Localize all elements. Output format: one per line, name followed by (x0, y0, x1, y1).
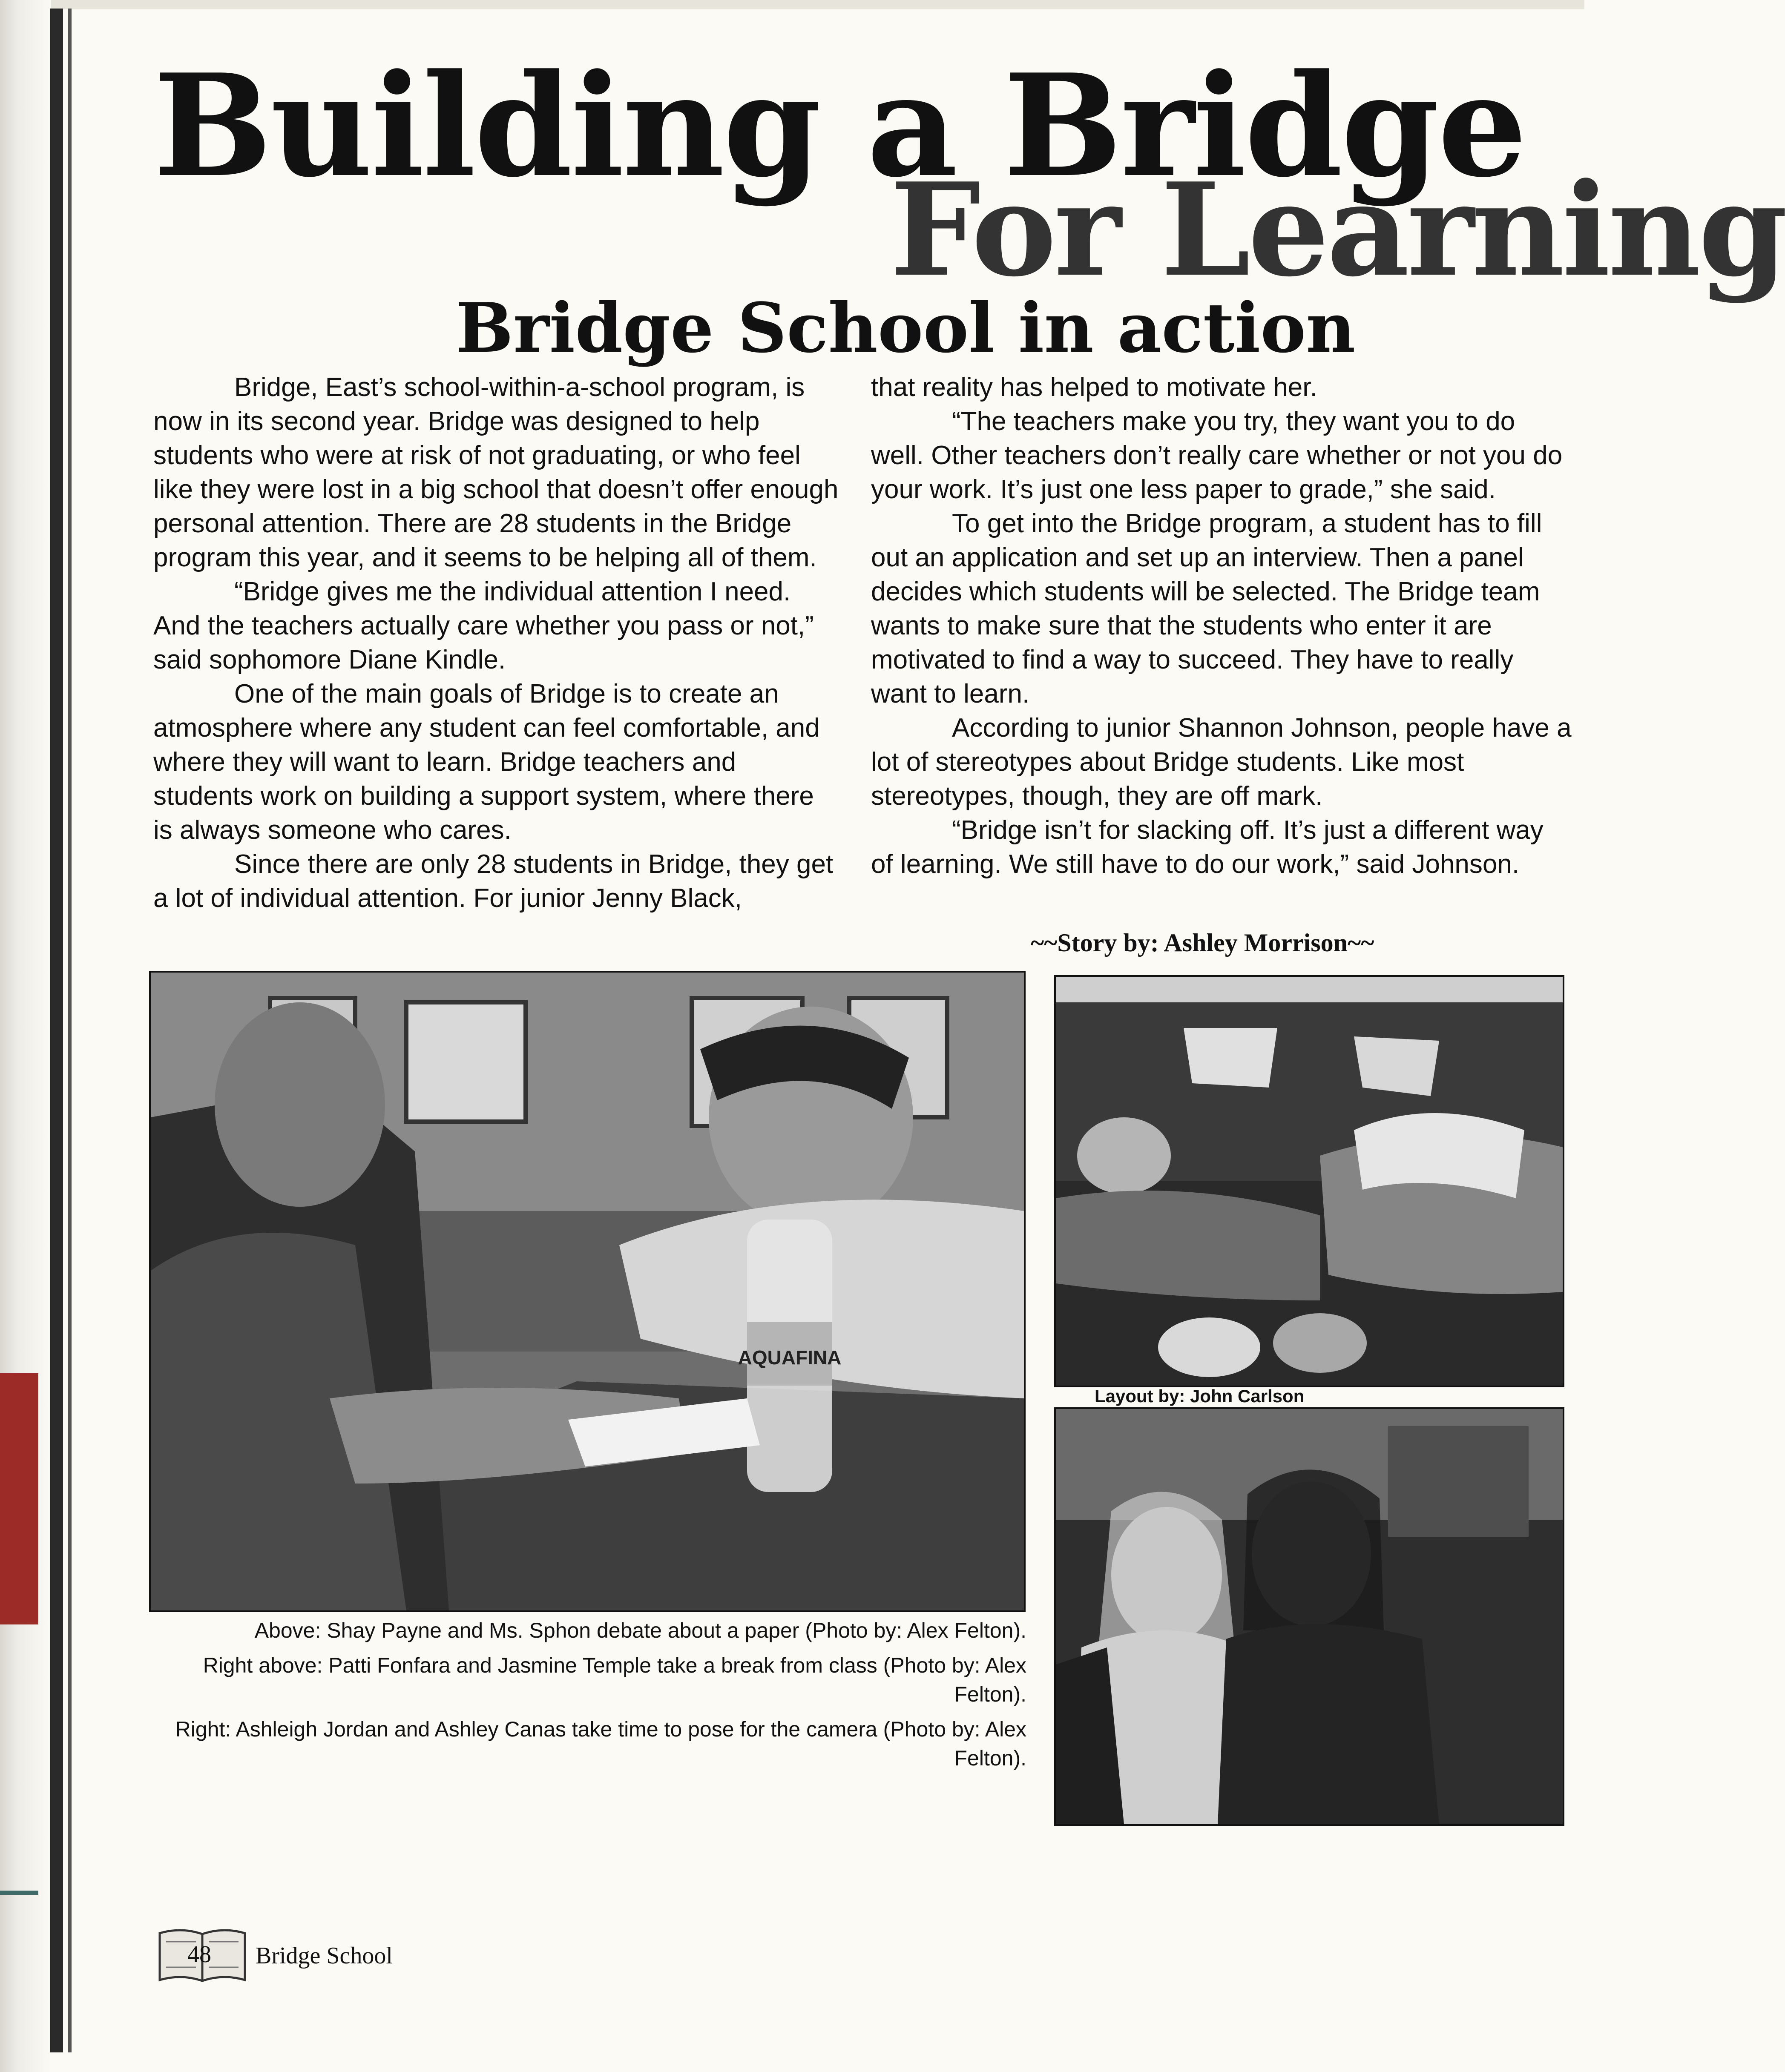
photo-captions (145, 1616, 1026, 1779)
paragraph: One of the main goals of Bridge is to create an atmosphere where any student can feel comfortable, and where they will want to learn. Bridge teachers and students work on building a support system, where there is always someone who cares. (153, 679, 820, 845)
paragraph: To get into the Bridge program, a student has to fill out an application and set up an interview. Then a panel decides which students will be selected. The Bridge team wants to make sure that the students who enter it are motivated to find a way to succeed. They have to really want to learn. (871, 509, 1542, 709)
story-column-left (153, 370, 839, 915)
paragraph: Bridge, East’s school-within-a-school program, is now in its second year. Bridge was designed to help students who were at risk of not graduating, or who feel like they were lost in a big school that doesn’t offer enough personal attention. There are 28 students in the Bridge program this year, and it seems to be helping all of them. (153, 373, 839, 572)
caption-main-photo: Above: Shay Payne and Ms. Sphon debate about a paper (Photo by: Alex Felton). (254, 1619, 1026, 1642)
page-number: 48 (187, 1941, 211, 1968)
paragraph: Since there are only 28 students in Bridge, they get a lot of individual attention. For junior Jenny Black, (153, 849, 834, 913)
headline-line-2: For Learning (890, 155, 1785, 305)
headline-line-1: Building a Bridge (153, 43, 1526, 208)
paragraph: that reality has helped to motivate her. (871, 373, 1317, 402)
red-edge-tab (0, 1373, 38, 1624)
page-top-edge (0, 0, 1584, 9)
bottle-label: AQUAFINA (738, 1346, 842, 1369)
section-name: Bridge School (256, 1942, 393, 1969)
caption-right-photo: Right: Ashleigh Jordan and Ashley Canas take time to pose for the camera (Photo by: Alex Felton). (175, 1717, 1026, 1770)
binding-rule (50, 9, 63, 2052)
layout-credit: Layout by: John Carlson (1095, 1386, 1305, 1406)
paragraph: “Bridge isn’t for slacking off. It’s just a different way of learning. We still have to do our work,” said Johnson. (871, 815, 1544, 879)
edge-marker (0, 1891, 38, 1895)
story-byline: ~~Story by: Ashley Morrison~~ (1031, 929, 1374, 957)
page-footer (158, 1925, 393, 1986)
caption-right-above-photo: Right above: Patti Fonfara and Jasmine Temple take a break from class (Photo by: Alex Felton). (203, 1653, 1026, 1706)
binding-shadow (0, 0, 51, 2072)
paragraph: According to junior Shannon Johnson, people have a lot of stereotypes about Bridge students. Like most stereotypes, though, they are off mark. (871, 713, 1572, 811)
photo-students-resting (1054, 975, 1564, 1387)
story-column-right (871, 370, 1572, 881)
photo-students-posing (1054, 1407, 1564, 1826)
paragraph: “Bridge gives me the individual attention I need. And the teachers actually care whether you pass or not,” said sophomore Diane Kindle. (153, 577, 814, 674)
paragraph: “The teachers make you try, they want you to do well. Other teachers don’t really care whether or not you do your work. It’s just one less paper to grade,” she said. (871, 407, 1563, 504)
open-book-icon (158, 1925, 247, 1986)
photo-classroom (149, 971, 1026, 1612)
subheadline: Bridge School in action (456, 288, 1356, 368)
binding-thin-rule (68, 9, 72, 2052)
